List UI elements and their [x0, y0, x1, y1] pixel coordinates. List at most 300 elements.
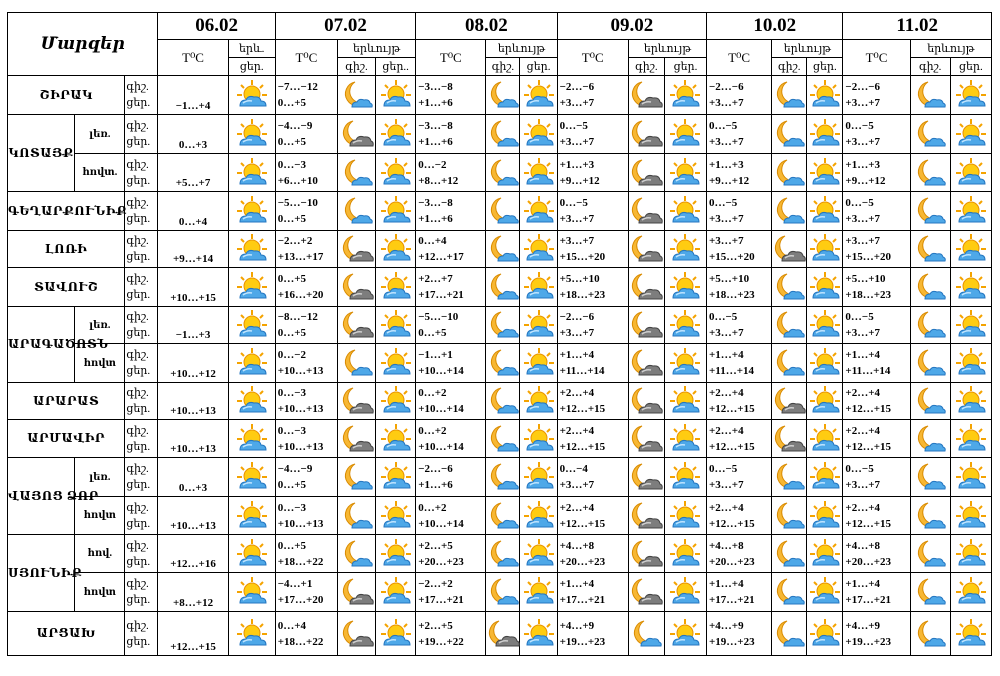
moon-cloud-icon: [629, 309, 663, 341]
moon-cloud-icon: [772, 79, 806, 111]
temperature-range: 0…−5 +3…+7: [843, 192, 910, 231]
sun-cloud-icon: [668, 385, 702, 417]
weather-icon-cell: [337, 458, 375, 497]
region-name: ԱՐԱՐԱՏ: [8, 383, 125, 420]
sun-cloud-icon: [954, 500, 988, 532]
moon-cloud-icon: [629, 271, 663, 303]
weather-icon-cell: [807, 192, 843, 231]
weather-icon-cell: [228, 76, 275, 115]
weather-icon-cell: [376, 268, 416, 307]
sun-cloud-icon: [668, 618, 702, 650]
sun-cloud-icon: [954, 423, 988, 455]
sun-cloud-icon: [379, 385, 413, 417]
moon-cloud-icon: [629, 461, 663, 493]
temperature-range: −2…−6 +3…+7: [707, 76, 772, 115]
moon-cloud-icon: [913, 195, 947, 227]
weather-icon-cell: [628, 497, 664, 535]
region-name: ԼՈՌԻ: [8, 231, 125, 268]
temperature-range: +2…+5 +20…+23: [416, 535, 486, 573]
weather-icon-cell: [910, 192, 950, 231]
weather-icon-cell: [486, 420, 520, 458]
time-of-day-labels: գիշ. ցեր.: [125, 307, 158, 344]
weather-icon-cell: [228, 115, 275, 154]
time-of-day-labels: գիշ. ցեր.: [125, 612, 158, 656]
sun-cloud-icon: [235, 271, 269, 303]
sun-cloud-icon: [522, 423, 556, 455]
date-06: 06.02: [158, 13, 275, 40]
weather-icon-cell: [910, 612, 950, 656]
region-row: [8, 268, 992, 307]
sun-cloud-icon: [379, 309, 413, 341]
weather-icon-cell: [486, 115, 520, 154]
temperature-range: +9…+14: [158, 231, 228, 268]
weather-icon-cell: [520, 497, 557, 535]
temperature-range: 0…+2 +10…+14: [416, 420, 486, 458]
subregion-label: լեռ.: [75, 115, 125, 154]
temperature-range: 0…+3: [158, 115, 228, 154]
weather-icon-cell: [950, 115, 991, 154]
moon-cloud-icon: [913, 423, 947, 455]
sun-cloud-icon: [379, 423, 413, 455]
weather-icon-cell: [376, 612, 416, 656]
moon-cloud-icon: [772, 309, 806, 341]
temperature-range: +1…+4 +17…+21: [707, 573, 772, 612]
sun-cloud-icon: [235, 385, 269, 417]
temperature-range: −7…−12 0…+5: [275, 76, 337, 115]
moon-cloud-icon: [629, 157, 663, 189]
sun-cloud-icon: [668, 309, 702, 341]
time-of-day-labels: գիշ. ցեր.: [125, 231, 158, 268]
weather-icon-cell: [910, 76, 950, 115]
subregion-label: հովտ: [75, 573, 125, 612]
time-of-day-labels: գիշ. ցեր.: [125, 383, 158, 420]
weather-icon-cell: [520, 154, 557, 192]
weather-icon-cell: [807, 573, 843, 612]
subregion-label: հով.: [75, 535, 125, 573]
temperature-range: −3…−8 +1…+6: [416, 115, 486, 154]
sun-cloud-icon: [379, 157, 413, 189]
sun-cloud-icon: [668, 79, 702, 111]
time-of-day-labels: գիշ. ցեր.: [125, 115, 158, 154]
region-name: ԿՈՏԱՅՔ: [8, 115, 75, 192]
moon-cloud-icon: [486, 195, 520, 227]
sun-cloud-icon: [522, 461, 556, 493]
weather-icon-cell: [628, 383, 664, 420]
sun-cloud-icon: [954, 79, 988, 111]
sun-cloud-icon: [668, 271, 702, 303]
temperature-range: +3…+7 +15…+20: [843, 231, 910, 268]
temperature-range: +10…+12: [158, 344, 228, 383]
weather-icon-cell: [628, 231, 664, 268]
weather-icon-cell: [772, 154, 807, 192]
weather-icon-cell: [337, 115, 375, 154]
weather-icon-cell: [910, 497, 950, 535]
temperature-range: +8…+12: [158, 573, 228, 612]
sun-cloud-icon: [235, 538, 269, 570]
weather-icon-cell: [228, 420, 275, 458]
time-of-day-labels: գիշ. ցեր.: [125, 497, 158, 535]
moon-cloud-icon: [340, 271, 374, 303]
region-name: ԱՐՄԱՎԻՐ: [8, 420, 125, 458]
temperature-range: +3…+7 +15…+20: [557, 231, 628, 268]
weather-header: երևույթ: [337, 40, 415, 58]
moon-cloud-icon: [913, 79, 947, 111]
moon-cloud-icon: [772, 118, 806, 150]
weather-icon-cell: [910, 535, 950, 573]
moon-cloud-icon: [486, 233, 520, 265]
weather-icon-cell: [337, 383, 375, 420]
weather-icon-cell: [486, 497, 520, 535]
weather-icon-cell: [664, 192, 706, 231]
sun-cloud-icon: [235, 157, 269, 189]
region-name: ԱՐՑԱԽ: [8, 612, 125, 656]
moon-cloud-icon: [629, 385, 663, 417]
sun-cloud-icon: [954, 347, 988, 379]
weather-icon-cell: [950, 535, 991, 573]
weather-icon-cell: [337, 231, 375, 268]
sun-cloud-icon: [379, 618, 413, 650]
sun-cloud-icon: [379, 500, 413, 532]
weather-icon-cell: [807, 420, 843, 458]
temperature-range: 0…−3 +10…+13: [275, 420, 337, 458]
weather-icon-cell: [486, 192, 520, 231]
weather-icon-cell: [664, 383, 706, 420]
sun-cloud-icon: [379, 576, 413, 608]
sun-cloud-icon: [235, 347, 269, 379]
sun-cloud-icon: [808, 423, 842, 455]
sun-cloud-icon: [522, 157, 556, 189]
weather-icon-cell: [376, 497, 416, 535]
weather-icon-cell: [772, 383, 807, 420]
moon-cloud-icon: [340, 157, 374, 189]
moon-cloud-icon: [486, 385, 520, 417]
weather-icon-cell: [910, 115, 950, 154]
temperature-range: −4…−9 0…+5: [275, 458, 337, 497]
moon-cloud-icon: [772, 195, 806, 227]
moon-cloud-icon: [629, 500, 663, 532]
moon-cloud-icon: [913, 385, 947, 417]
weather-icon-cell: [772, 76, 807, 115]
regions-header: Մարզեր: [8, 13, 158, 76]
weather-icon-cell: [807, 231, 843, 268]
weather-icon-cell: [807, 344, 843, 383]
weather-icon-cell: [664, 497, 706, 535]
sun-cloud-icon: [522, 271, 556, 303]
weather-icon-cell: [664, 154, 706, 192]
temperature-range: 0…+3: [158, 458, 228, 497]
temperature-range: +10…+13: [158, 420, 228, 458]
time-of-day-labels: գիշ. ցեր.: [125, 458, 158, 497]
temperature-range: 0…+4: [158, 192, 228, 231]
weather-header: երևույթ: [910, 40, 991, 58]
moon-cloud-icon: [629, 347, 663, 379]
sun-cloud-icon: [808, 157, 842, 189]
weather-icon-cell: [950, 420, 991, 458]
temperature-range: +2…+4 +12…+15: [843, 383, 910, 420]
weather-icon-cell: [520, 535, 557, 573]
temperature-range: 0…−4 +3…+7: [557, 458, 628, 497]
weather-icon-cell: [664, 612, 706, 656]
sun-cloud-icon: [954, 157, 988, 189]
sun-cloud-icon: [808, 538, 842, 570]
moon-cloud-icon: [629, 576, 663, 608]
weather-icon-cell: [807, 612, 843, 656]
weather-header: երևույթ: [486, 40, 557, 58]
sun-cloud-icon: [668, 500, 702, 532]
temperature-range: −3…−8 +1…+6: [416, 192, 486, 231]
moon-cloud-icon: [772, 347, 806, 379]
sun-cloud-icon: [808, 347, 842, 379]
temperature-range: −3…−8 +1…+6: [416, 76, 486, 115]
weather-icon-cell: [628, 192, 664, 231]
weather-icon-cell: [910, 231, 950, 268]
weather-icon-cell: [664, 231, 706, 268]
weather-icon-cell: [772, 307, 807, 344]
day-subheader: ցեր.: [950, 58, 991, 76]
weather-icon-cell: [628, 154, 664, 192]
region-row: [8, 535, 992, 573]
temperature-range: 0…−5 +3…+7: [707, 458, 772, 497]
moon-cloud-icon: [486, 271, 520, 303]
temperature-range: −1…+1 +10…+14: [416, 344, 486, 383]
moon-cloud-icon: [772, 423, 806, 455]
weather-icon-cell: [664, 535, 706, 573]
temperature-range: 0…+4 +12…+17: [416, 231, 486, 268]
temperature-range: 0…−5 +3…+7: [707, 307, 772, 344]
day-subheader: ցեր.: [520, 58, 557, 76]
weather-icon-cell: [228, 612, 275, 656]
sun-cloud-icon: [668, 576, 702, 608]
temperature-range: +5…+10 +18…+23: [843, 268, 910, 307]
sun-cloud-icon: [379, 271, 413, 303]
weather-icon-cell: [628, 535, 664, 573]
region-row: [8, 231, 992, 268]
weather-icon-cell: [376, 307, 416, 344]
weather-icon-cell: [520, 268, 557, 307]
sun-cloud-icon: [235, 195, 269, 227]
moon-cloud-icon: [913, 118, 947, 150]
temperature-range: +2…+4 +12…+15: [707, 497, 772, 535]
weather-icon-cell: [950, 76, 991, 115]
weather-icon-cell: [950, 383, 991, 420]
sun-cloud-icon: [808, 271, 842, 303]
weather-icon-cell: [628, 115, 664, 154]
temperature-range: +2…+4 +12…+15: [557, 420, 628, 458]
weather-icon-cell: [337, 535, 375, 573]
time-of-day-labels: գիշ. ցեր.: [125, 192, 158, 231]
weather-icon-cell: [664, 307, 706, 344]
weather-icon-cell: [520, 420, 557, 458]
temperature-range: +12…+16: [158, 535, 228, 573]
temp-header: T⁰C: [707, 40, 772, 76]
temperature-range: +4…+9 +19…+23: [843, 612, 910, 656]
temperature-range: +4…+8 +20…+23: [557, 535, 628, 573]
moon-cloud-icon: [486, 157, 520, 189]
temperature-range: +10…+13: [158, 497, 228, 535]
temperature-range: 0…−5 +3…+7: [557, 115, 628, 154]
sun-cloud-icon: [668, 157, 702, 189]
weather-icon-cell: [628, 76, 664, 115]
weather-icon-cell: [228, 383, 275, 420]
moon-cloud-icon: [340, 195, 374, 227]
weather-icon-cell: [910, 268, 950, 307]
weather-icon-cell: [337, 307, 375, 344]
weather-icon-cell: [664, 268, 706, 307]
temperature-range: +1…+4 +11…+14: [843, 344, 910, 383]
sun-cloud-icon: [235, 618, 269, 650]
weather-icon-cell: [228, 231, 275, 268]
temperature-range: −4…+1 +17…+20: [275, 573, 337, 612]
region-row: [8, 307, 992, 344]
temperature-range: +1…+4 +11…+14: [707, 344, 772, 383]
temperature-range: 0…−5 +3…+7: [843, 458, 910, 497]
region-row: [8, 420, 992, 458]
temperature-range: 0…+2 +10…+14: [416, 497, 486, 535]
region-row: [8, 573, 992, 612]
weather-icon-cell: [520, 76, 557, 115]
temperature-range: +2…+4 +12…+15: [557, 497, 628, 535]
moon-cloud-icon: [486, 79, 520, 111]
weather-icon-cell: [228, 573, 275, 612]
night-subheader: գիշ.: [628, 58, 664, 76]
sun-cloud-icon: [808, 118, 842, 150]
moon-cloud-icon: [772, 461, 806, 493]
region-row: [8, 115, 992, 154]
sun-cloud-icon: [235, 309, 269, 341]
moon-cloud-icon: [340, 538, 374, 570]
weather-icon-cell: [486, 344, 520, 383]
sun-cloud-icon: [379, 79, 413, 111]
weather-icon-cell: [486, 268, 520, 307]
temperature-range: +5…+10 +18…+23: [557, 268, 628, 307]
weather-icon-cell: [376, 383, 416, 420]
weather-icon-cell: [228, 344, 275, 383]
region-name: ԱՐԱԳԱԾՈՏՆ: [8, 307, 75, 383]
moon-cloud-icon: [772, 618, 806, 650]
date-08: 08.02: [416, 13, 557, 40]
moon-cloud-icon: [772, 233, 806, 265]
weather-icon-cell: [376, 573, 416, 612]
weather-icon-cell: [772, 268, 807, 307]
moon-cloud-icon: [772, 500, 806, 532]
sun-cloud-icon: [954, 309, 988, 341]
weather-icon-cell: [950, 573, 991, 612]
sun-cloud-icon: [668, 347, 702, 379]
temperature-range: +2…+4 +12…+15: [557, 383, 628, 420]
time-of-day-labels: գիշ. ցեր.: [125, 76, 158, 115]
moon-cloud-icon: [772, 157, 806, 189]
sun-cloud-icon: [379, 118, 413, 150]
weather-icon-cell: [772, 497, 807, 535]
sun-cloud-icon: [808, 309, 842, 341]
weather-icon-cell: [628, 268, 664, 307]
region-row: [8, 612, 992, 656]
weather-icon-cell: [520, 115, 557, 154]
weather-icon-cell: [337, 154, 375, 192]
temperature-range: +2…+4 +12…+15: [843, 497, 910, 535]
sun-cloud-icon: [522, 576, 556, 608]
subregion-label: լեռ.: [75, 307, 125, 344]
moon-cloud-icon: [913, 271, 947, 303]
sun-cloud-icon: [954, 385, 988, 417]
temperature-range: +1…+4 +11…+14: [557, 344, 628, 383]
weather-icon-cell: [807, 383, 843, 420]
subregion-label: հովտ.: [75, 154, 125, 192]
temperature-range: −2…−6 +3…+7: [557, 76, 628, 115]
weather-icon-cell: [772, 573, 807, 612]
moon-cloud-icon: [913, 618, 947, 650]
temperature-range: +12…+15: [158, 612, 228, 656]
temperature-range: +5…+7: [158, 154, 228, 192]
weather-icon-cell: [486, 612, 520, 656]
temperature-range: 0…−5 +3…+7: [843, 115, 910, 154]
temperature-range: −2…−6 +3…+7: [843, 76, 910, 115]
temperature-range: 0…−3 +6…+10: [275, 154, 337, 192]
moon-cloud-icon: [913, 461, 947, 493]
sun-cloud-icon: [808, 618, 842, 650]
temperature-range: 0…−5 +3…+7: [707, 115, 772, 154]
sun-cloud-icon: [379, 461, 413, 493]
sun-cloud-icon: [379, 233, 413, 265]
weather-icon-cell: [376, 420, 416, 458]
temperature-range: 0…+2 +10…+14: [416, 383, 486, 420]
weather-icon-cell: [950, 268, 991, 307]
moon-cloud-icon: [340, 79, 374, 111]
moon-cloud-icon: [340, 576, 374, 608]
region-name: ՇԻՐԱԿ: [8, 76, 125, 115]
weather-icon-cell: [807, 268, 843, 307]
region-name: ԳԵՂԱՐՔՈՒՆԻՔ: [8, 192, 125, 231]
time-of-day-labels: գիշ. ցեր.: [125, 154, 158, 192]
weather-icon-cell: [910, 383, 950, 420]
weather-header: երև.: [228, 40, 275, 58]
temperature-range: +4…+8 +20…+23: [843, 535, 910, 573]
temperature-range: 0…+4 +18…+22: [275, 612, 337, 656]
weather-icon-cell: [376, 154, 416, 192]
sun-cloud-icon: [668, 233, 702, 265]
weather-icon-cell: [628, 344, 664, 383]
weather-icon-cell: [228, 154, 275, 192]
sun-cloud-icon: [668, 423, 702, 455]
weather-header: երևույթ: [628, 40, 706, 58]
weather-icon-cell: [520, 612, 557, 656]
temperature-range: 0…+5 +16…+20: [275, 268, 337, 307]
sun-cloud-icon: [954, 195, 988, 227]
weather-icon-cell: [910, 154, 950, 192]
weather-icon-cell: [520, 192, 557, 231]
temperature-range: −2…−6 +3…+7: [557, 307, 628, 344]
sun-cloud-icon: [808, 461, 842, 493]
temperature-range: +1…+3 +9…+12: [707, 154, 772, 192]
moon-cloud-icon: [340, 618, 374, 650]
temperature-range: −2…+2 +13…+17: [275, 231, 337, 268]
sun-cloud-icon: [954, 461, 988, 493]
moon-cloud-icon: [772, 538, 806, 570]
weather-icon-cell: [376, 535, 416, 573]
region-row: [8, 192, 992, 231]
temperature-range: 0…−5 +3…+7: [843, 307, 910, 344]
moon-cloud-icon: [340, 461, 374, 493]
moon-cloud-icon: [913, 233, 947, 265]
weather-icon-cell: [228, 535, 275, 573]
moon-cloud-icon: [629, 118, 663, 150]
weather-icon-cell: [950, 344, 991, 383]
weather-icon-cell: [228, 497, 275, 535]
weather-icon-cell: [228, 458, 275, 497]
weather-icon-cell: [376, 76, 416, 115]
temp-header: T⁰C: [843, 40, 910, 76]
day-subheader: ցեր.: [664, 58, 706, 76]
